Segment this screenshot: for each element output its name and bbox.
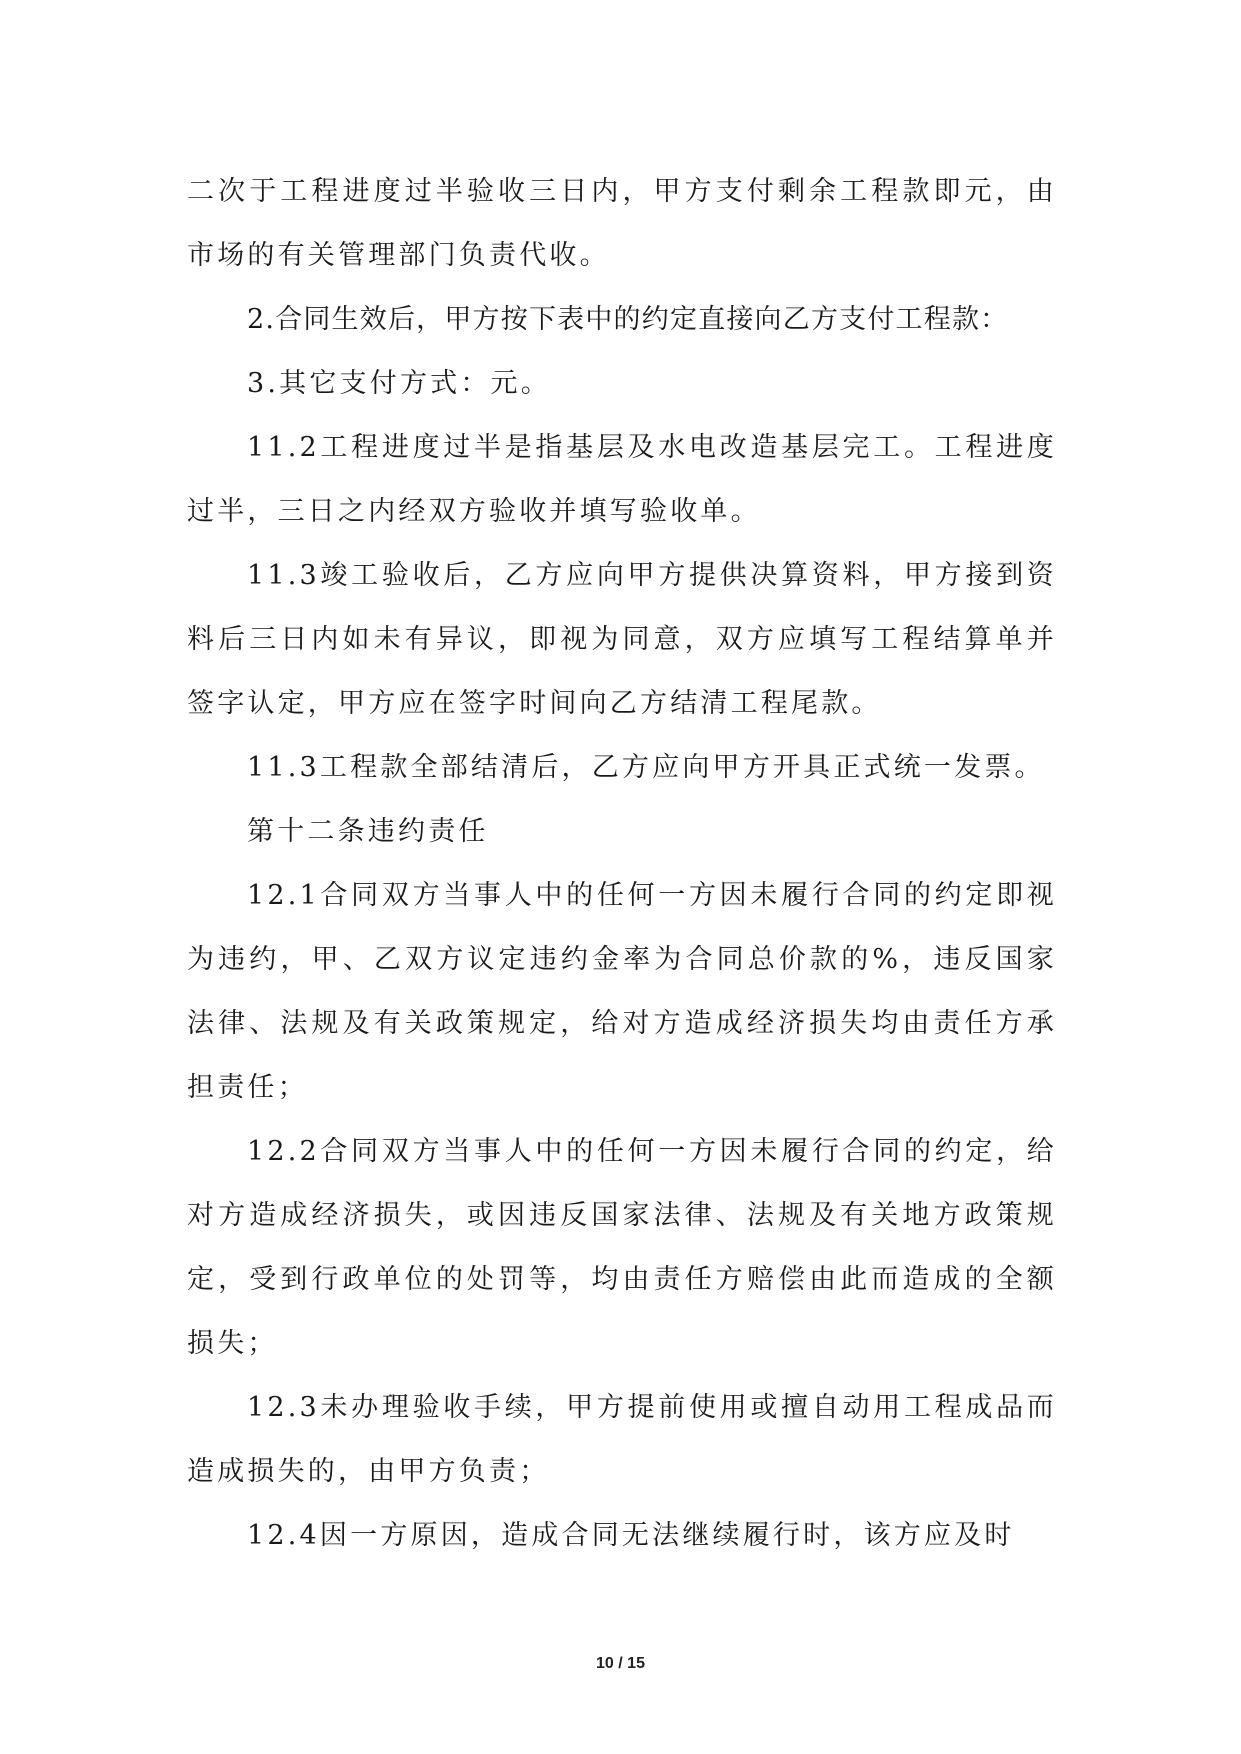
document-body (187, 160, 1057, 1568)
section-heading-article-12: 第十二条违约责任 (247, 816, 489, 847)
paragraph-clause-2: 2.合同生效后，甲方按下表中的约定直接向乙方支付工程款： (247, 304, 1009, 335)
paragraph-clause-11-2: 11.2工程进度过半是指基层及水电改造基层完工。工程进度过半，三日之内经双方验收并填写验收单。 (187, 432, 1057, 527)
paragraph-clause-3: 3.其它支付方式：元。 (247, 368, 551, 399)
paragraph-clause-12-3: 12.3未办理验收手续，甲方提前使用或擅自动用工程成品而造成损失的，由甲方负责； (187, 1392, 1057, 1487)
paragraph-clause-12-1: 12.1合同双方当事人中的任何一方因未履行合同的约定即视为违约，甲、乙双方议定违约金率为合同总价款的%，违反国家法律、法规及有关政策规定，给对方造成经济损失均由责任方承担责任； (187, 880, 1057, 1103)
page-number: 10 / 15 (596, 1655, 645, 1672)
paragraph-clause-12-4: 12.4因一方原因，造成合同无法继续履行时，该方应及时 (247, 1520, 1015, 1551)
paragraph-clause-11-3-invoice: 11.3工程款全部结清后，乙方应向甲方开具正式统一发票。 (247, 752, 1045, 783)
paragraph-clause-12-2: 12.2合同双方当事人中的任何一方因未履行合同的约定，给对方造成经济损失，或因违反国家法律、法规及有关地方政策规定，受到行政单位的处罚等，均由责任方赔偿由此而造成的全额损失； (187, 1136, 1057, 1359)
paragraph-payment-second: 二次于工程进度过半验收三日内，甲方支付剩余工程款即元，由市场的有关管理部门负责代收。 (187, 176, 1057, 271)
paragraph-clause-11-3-settlement: 11.3竣工验收后，乙方应向甲方提供决算资料，甲方接到资料后三日内如未有异议，即视为同意，双方应填写工程结算单并签字认定，甲方应在签字时间向乙方结清工程尾款。 (187, 560, 1057, 719)
